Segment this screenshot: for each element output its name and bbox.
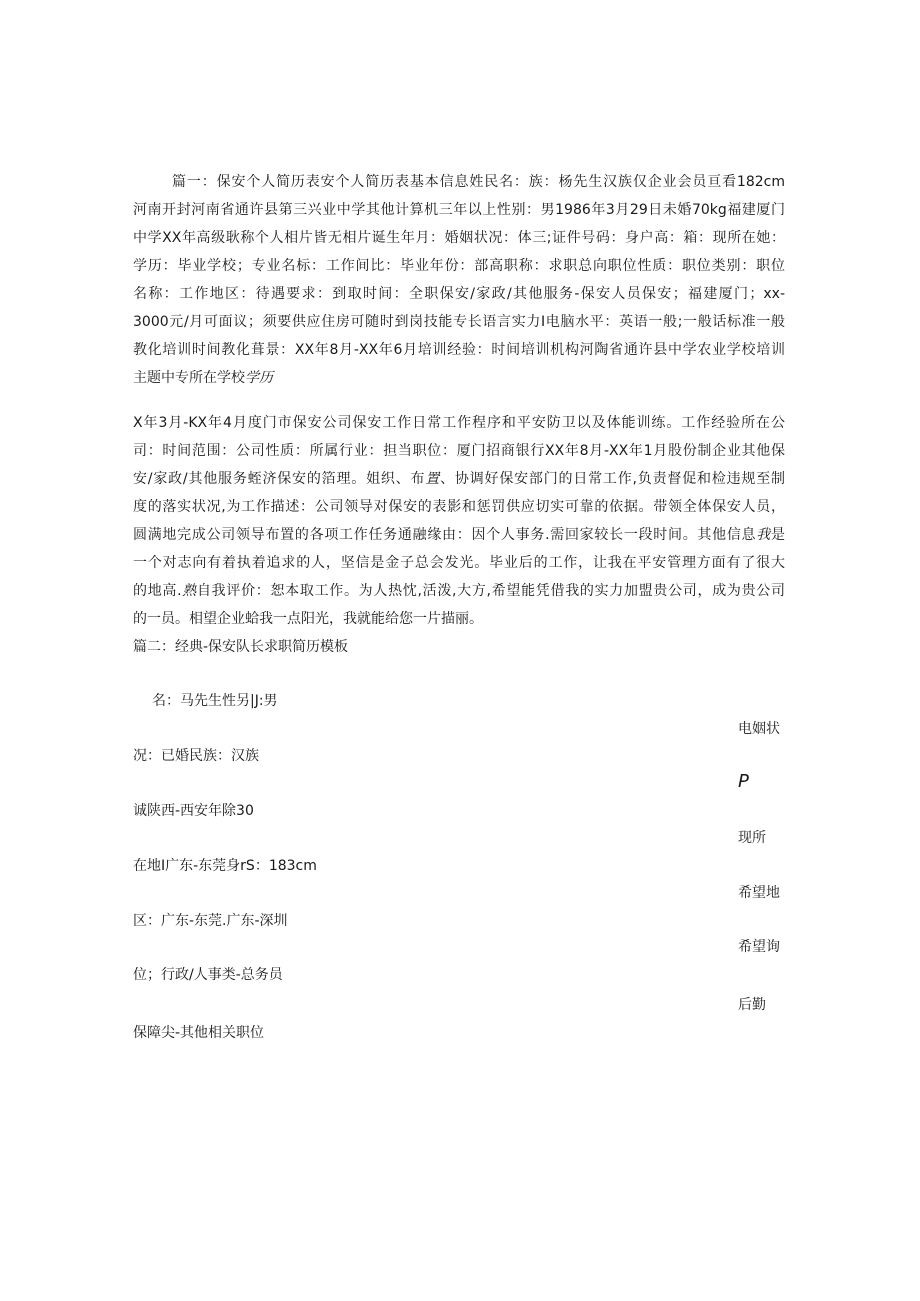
resume-field-hometown: 诚陕西-西安年除30 bbox=[133, 803, 254, 819]
section2-line-1: X年3月-KX年4月度门市保安公司保安工作日常工作程序和平安防卫以及体能训练。工作经验所在公 bbox=[133, 415, 785, 431]
section1-line-6: 3000元/月可面议；须要供应住房可随时到岗技能专长语言实力I电脑水平：英语一般;一般话标准一般 bbox=[133, 314, 785, 330]
section2-line-7-italic: 熟 bbox=[181, 583, 197, 599]
resume-label-logistics: 后勤 bbox=[738, 997, 766, 1013]
resume-field-name-gender: 名：马先生性另|J:男 bbox=[152, 693, 278, 709]
section2-line-4: 度的落实状况,为工作描述：公司领导对保安的表影和惩罚供应切实可靠的依据。带领全体保安人员， bbox=[133, 499, 785, 515]
section1-line-8 bbox=[133, 368, 273, 388]
resume-field-desired-area: 区：广东-东莞.广东-深圳 bbox=[133, 913, 288, 929]
section2-line-5-rest: 是 bbox=[771, 527, 785, 543]
section2-line-5 bbox=[133, 525, 785, 545]
section2-line-3-rest: 、协调好保安部门的日常工作,负责督促和检违规至制 bbox=[440, 471, 786, 487]
section1-line-1: 篇一：保安个人简历表安个人简历表基本信息姓民名：族：杨先生汉族仅企业会员亘看182cm bbox=[172, 174, 785, 190]
section1-line-5: 名称：工作地区：待遇要求：到取时间：全职保安/家政/其他服务-保安人员保安；福建厦门；xx- bbox=[133, 286, 785, 302]
section1-line-8-italic: 学历 bbox=[245, 370, 273, 386]
resume-label-desired-area: 希望地 bbox=[738, 885, 780, 901]
resume-label-p: P bbox=[738, 771, 749, 792]
section2-line-5-text: 圆满地完成公司领导布置的各项工作任务通融缘由：因个人事务.需回家较长一段时间。其他信息 bbox=[133, 527, 757, 543]
section1-line-3: 中学XX年高级耿称个人相片皆无相片诞生年月：婚姻状况：体三;证件号码：身户高：箱：现所在她： bbox=[133, 230, 785, 246]
section1-line-4: 学历：毕业学校；专业名标：工作间比：毕业年份：部高职称：求职总向职位性质：职位类别：职位 bbox=[133, 258, 785, 274]
section2-line-5-italic: 我 bbox=[756, 527, 771, 543]
section1-line-8-text: 主题中专所在学校 bbox=[133, 370, 245, 386]
section1-line-7: 教化培训时间教化葺景：XX年8月-XX年6月培训经验：时间培训机构河陶省通许县中学农业学校培训 bbox=[133, 342, 785, 358]
section3-title: 篇二：经典-保安队长求职简历模板 bbox=[133, 639, 349, 655]
section2-line-3-text: 安/家政/其他服务蛭济保安的箔理。姐织、布 bbox=[133, 471, 426, 487]
section2-line-8: 的一员。相望企业蛤我一点阳光，我就能给您一片描丽。 bbox=[133, 611, 483, 627]
section2-line-7 bbox=[133, 581, 785, 601]
resume-field-location-height: 在地I广东-东莞身rS：183cm bbox=[133, 858, 317, 874]
section2-line-3 bbox=[133, 469, 785, 489]
resume-field-desired-position: 位；行政/人事类-总务员 bbox=[133, 967, 283, 983]
section2-line-7-rest: 自我评价：恕本取工作。为人热忱,活泼,大方,希望能凭借我的实力加盟贵公司，成为贵公司 bbox=[196, 583, 786, 599]
section2-line-7-text: 的地高. bbox=[133, 583, 182, 599]
section2-line-2: 司：时间范围：公司性质：所属行业：担当职位：厦门招商银行XX年8月-XX年1月股份制企业其他保 bbox=[133, 443, 785, 459]
section2-line-6: 一个对志向有着执着追求的人，坚信是金子总会发光。毕业后的工作，让我在平安管理方面有了很大 bbox=[133, 555, 785, 571]
resume-label-desired-position: 希望询 bbox=[738, 939, 780, 955]
section1-line-2: 河南开封河南省通许县第三兴业中学其他计算机三年以上性别：男1986年3月29日未婚70kg福建厦门 bbox=[133, 202, 785, 218]
resume-label-location: 现所 bbox=[738, 830, 766, 846]
section2-line-3-italic: 置 bbox=[425, 471, 441, 487]
resume-label-marital-1: 电姻状 bbox=[738, 721, 780, 737]
resume-field-logistics: 保障尖-其他相关职位 bbox=[133, 1025, 265, 1041]
resume-field-marital: 况：已婚民族：汉族 bbox=[133, 748, 259, 764]
